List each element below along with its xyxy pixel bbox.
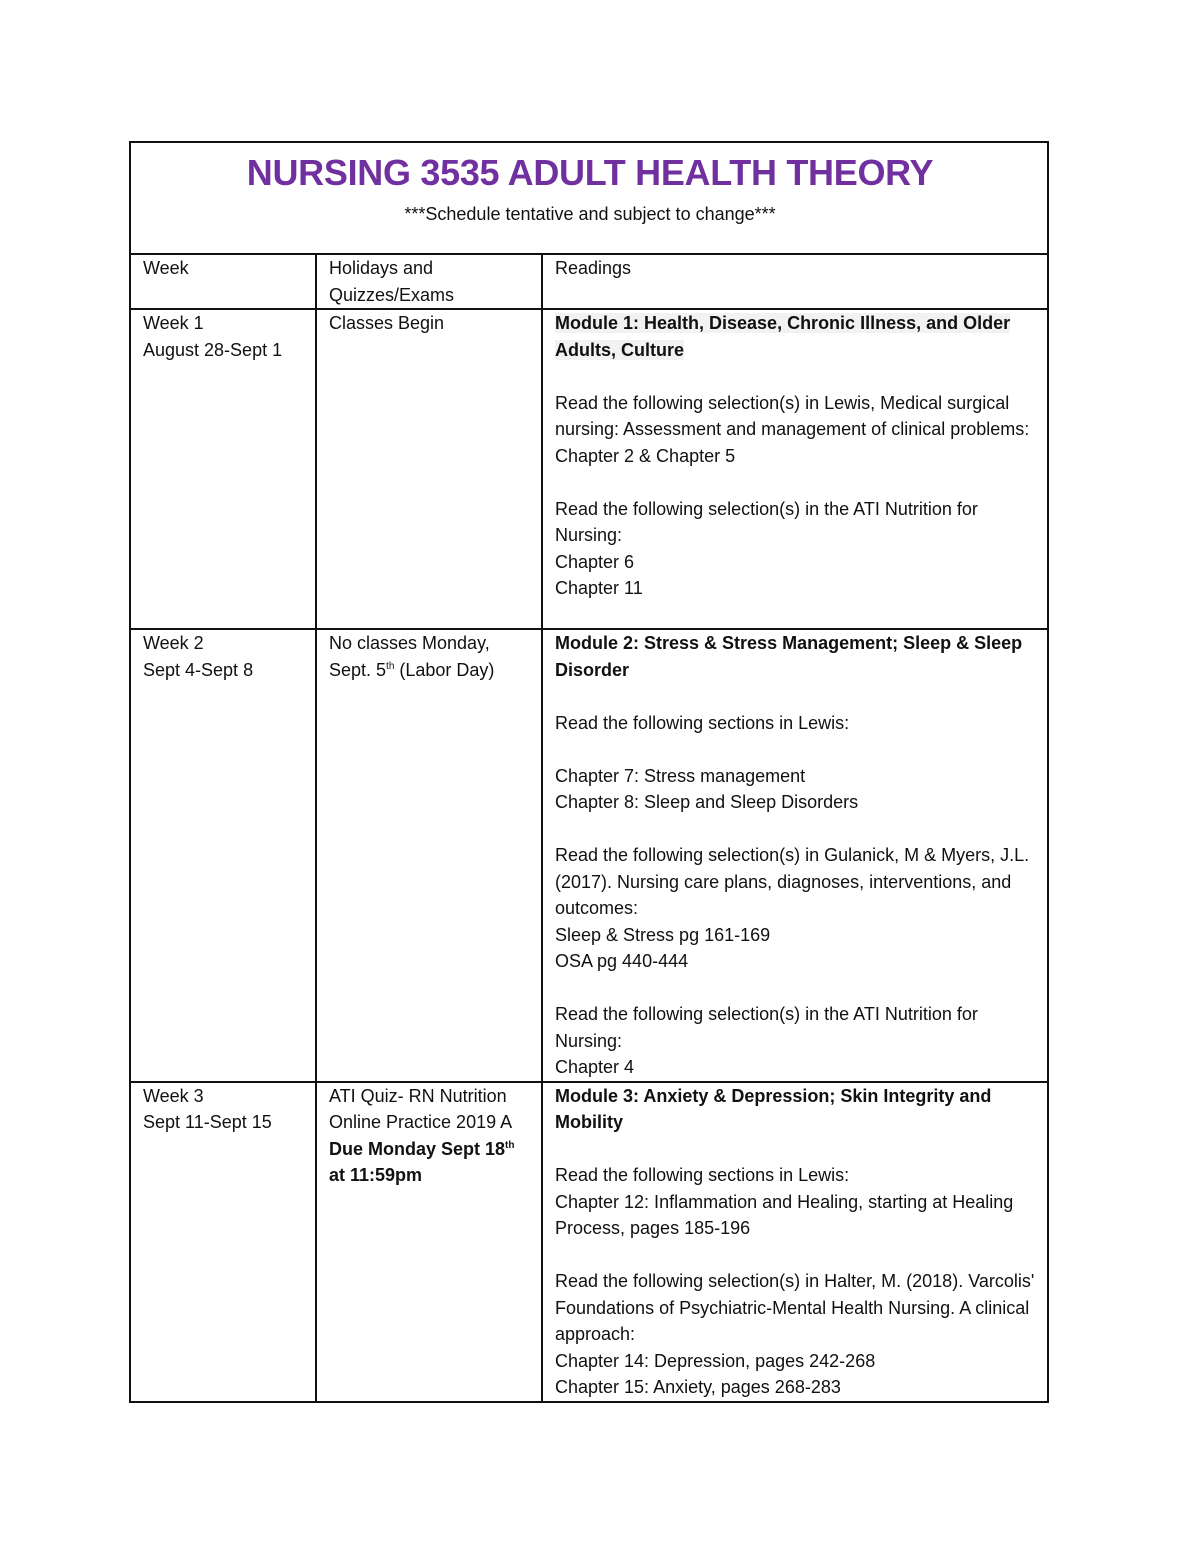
reading-text: Chapter 11 [555, 578, 643, 598]
readings-cell [542, 1082, 1048, 1402]
module-title: Module 2: Stress & Stress Management; Sleep & Sleep Disorder [555, 633, 1023, 680]
week-cell [130, 309, 316, 629]
holidays-cell [316, 629, 542, 1082]
reading-text: Chapter 12: Inflammation and Healing, starting at Healing Process, pages 185-196 [555, 1191, 1014, 1238]
reading-text: Read the following sections in Lewis: [555, 1165, 850, 1185]
readings-cell [542, 629, 1048, 1082]
reading-text: Chapter 6 [555, 551, 635, 572]
holiday-text: Online Practice 2019 A [329, 1112, 513, 1132]
holiday-text: Classes Begin [329, 313, 445, 333]
reading-text: Chapter 7: Stress management [555, 765, 806, 786]
schedule-table [129, 141, 1049, 1403]
holiday-text: Sept. 5th (Labor Day) [329, 659, 495, 680]
reading-text: Read the following selection(s) in the ATI Nutrition for Nursing: [555, 498, 978, 545]
week-dates: Sept 11-Sept 15 [143, 1112, 272, 1132]
title-row [130, 142, 1048, 254]
due-time-text: at 11:59pm [329, 1165, 423, 1185]
table-row [130, 1082, 1048, 1402]
title-cell [130, 142, 1048, 254]
holidays-cell [316, 1082, 542, 1402]
table-row [130, 309, 1048, 629]
reading-text: Chapter 14: Depression, pages 242-268 [555, 1350, 876, 1371]
header-holidays-line1: Holidays and [329, 258, 434, 278]
table-row [130, 629, 1048, 1082]
header-holidays-line2: Quizzes/Exams [329, 284, 455, 305]
reading-text: Read the following selection(s) in the ATI Nutrition for Nursing: [555, 1004, 978, 1051]
reading-text: Chapter 8: Sleep and Sleep Disorders [555, 792, 859, 812]
reading-text: Sleep & Stress pg 161-169 [555, 924, 771, 945]
header-readings: Readings [542, 254, 1048, 309]
reading-text: Read the following sections in Lewis: [555, 712, 850, 733]
week-cell [130, 1082, 316, 1402]
week-dates: Sept 4-Sept 8 [143, 659, 254, 680]
holiday-text: ATI Quiz- RN Nutrition [329, 1085, 507, 1106]
week-label: Week 3 [143, 1085, 204, 1106]
reading-text: Chapter 2 & Chapter 5 [555, 445, 736, 466]
holiday-text: No classes Monday, [329, 633, 490, 653]
reading-text: Chapter 15: Anxiety, pages 268-283 [555, 1377, 841, 1397]
week-cell [130, 629, 316, 1082]
header-row [130, 254, 1048, 309]
header-week: Week [130, 254, 316, 309]
reading-text: Chapter 4 [555, 1057, 635, 1077]
module-title: Module 1: Health, Disease, Chronic Illness, and Older Adults, Culture [555, 313, 1011, 360]
module-title: Module 3: Anxiety & Depression; Skin Integrity and Mobility [555, 1085, 992, 1132]
reading-text: Read the following selection(s) in Lewis, Medical surgical nursing: Assessment and management of clinical problems: [555, 392, 1030, 439]
reading-text: Read the following selection(s) in Halter, M. (2018). Varcolis' Foundations of Psychiatric-Mental Health Nursing. A clinical approach: [555, 1271, 1035, 1344]
reading-text: OSA pg 440-444 [555, 951, 689, 971]
reading-text: Read the following selection(s) in Gulanick, M & Myers, J.L. (2017). Nursing care plans, diagnoses, interventions, and outcomes: [555, 845, 1030, 918]
document-title: NURSING 3535 ADULT HEALTH THEORY [246, 152, 934, 193]
header-holidays [316, 254, 542, 309]
due-date-text: Due Monday Sept 18th [329, 1138, 515, 1159]
week-label: Week 1 [143, 313, 204, 333]
document-subtitle: ***Schedule tentative and subject to change*** [404, 204, 776, 224]
week-dates: August 28-Sept 1 [143, 339, 283, 360]
readings-cell [542, 309, 1048, 629]
holidays-cell [316, 309, 542, 629]
week-label: Week 2 [143, 633, 204, 653]
